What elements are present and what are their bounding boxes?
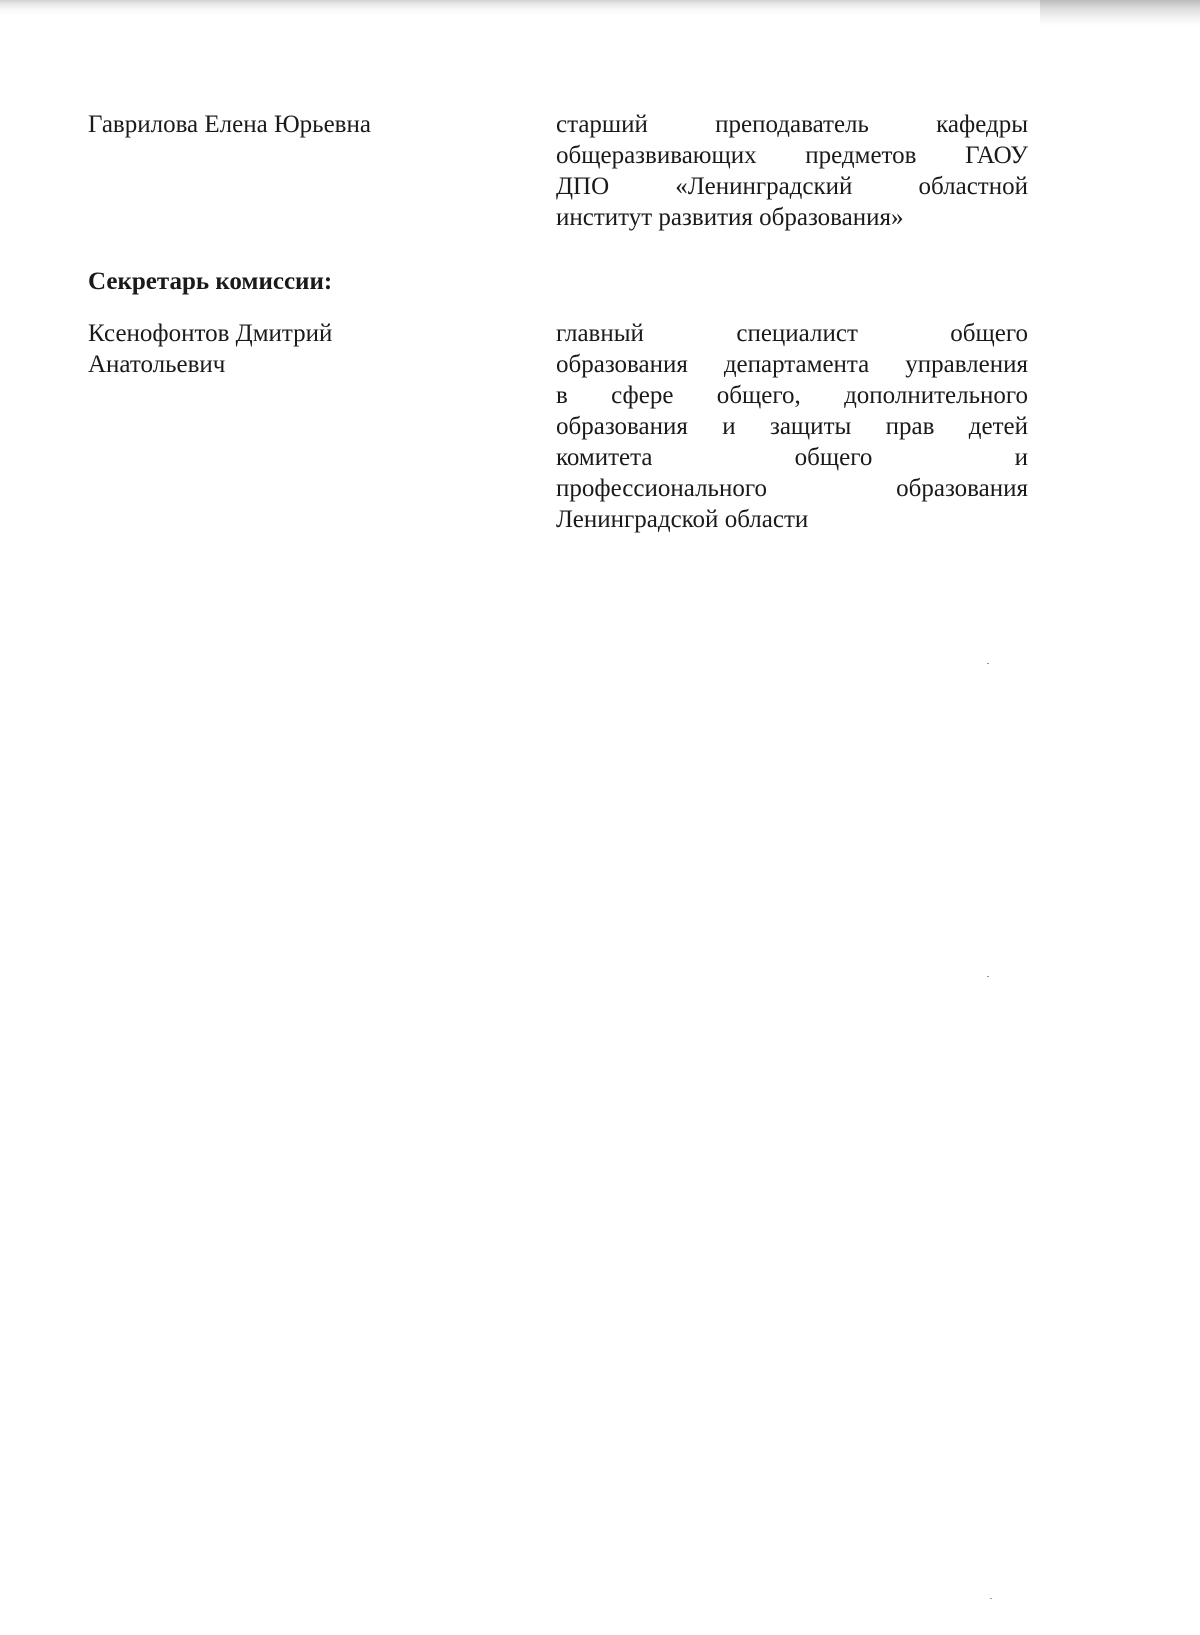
secretary-role <box>556 318 1028 535</box>
secretary-role-line: образования и защиты прав детей <box>556 413 1028 440</box>
scan-speck <box>987 976 989 977</box>
secretary-heading: Секретарь комиссии: <box>88 268 333 295</box>
scan-speck <box>987 663 989 664</box>
member-role <box>556 109 1028 233</box>
member-name <box>88 109 518 140</box>
secretary-role-line: в сфере общего, дополнительного <box>556 382 1028 409</box>
secretary-role-line: образования департамента управления <box>556 351 1028 378</box>
scan-edge-artifact <box>0 0 1200 16</box>
secretary-role-line: комитета общего и <box>556 444 1028 471</box>
member-role-line: институт развития образования» <box>556 204 904 231</box>
member-role-line: старший преподаватель кафедры <box>556 111 1028 138</box>
secretary-name <box>88 318 518 380</box>
scan-speck <box>990 1598 992 1599</box>
secretary-role-line: главный специалист общего <box>556 320 1028 347</box>
member-role-line: ДПО «Ленинградский областной <box>556 173 1028 200</box>
member-role-line: общеразвивающих предметов ГАОУ <box>556 142 1028 169</box>
scan-edge-artifact-right <box>1040 0 1200 26</box>
secretary-role-line: Ленинградской области <box>556 506 809 533</box>
secretary-name-line: Анатольевич <box>88 351 226 378</box>
secretary-name-line: Ксенофонтов Дмитрий <box>88 320 333 347</box>
secretary-role-line: профессионального образования <box>556 475 1028 502</box>
member-name-line: Гаврилова Елена Юрьевна <box>88 111 371 138</box>
